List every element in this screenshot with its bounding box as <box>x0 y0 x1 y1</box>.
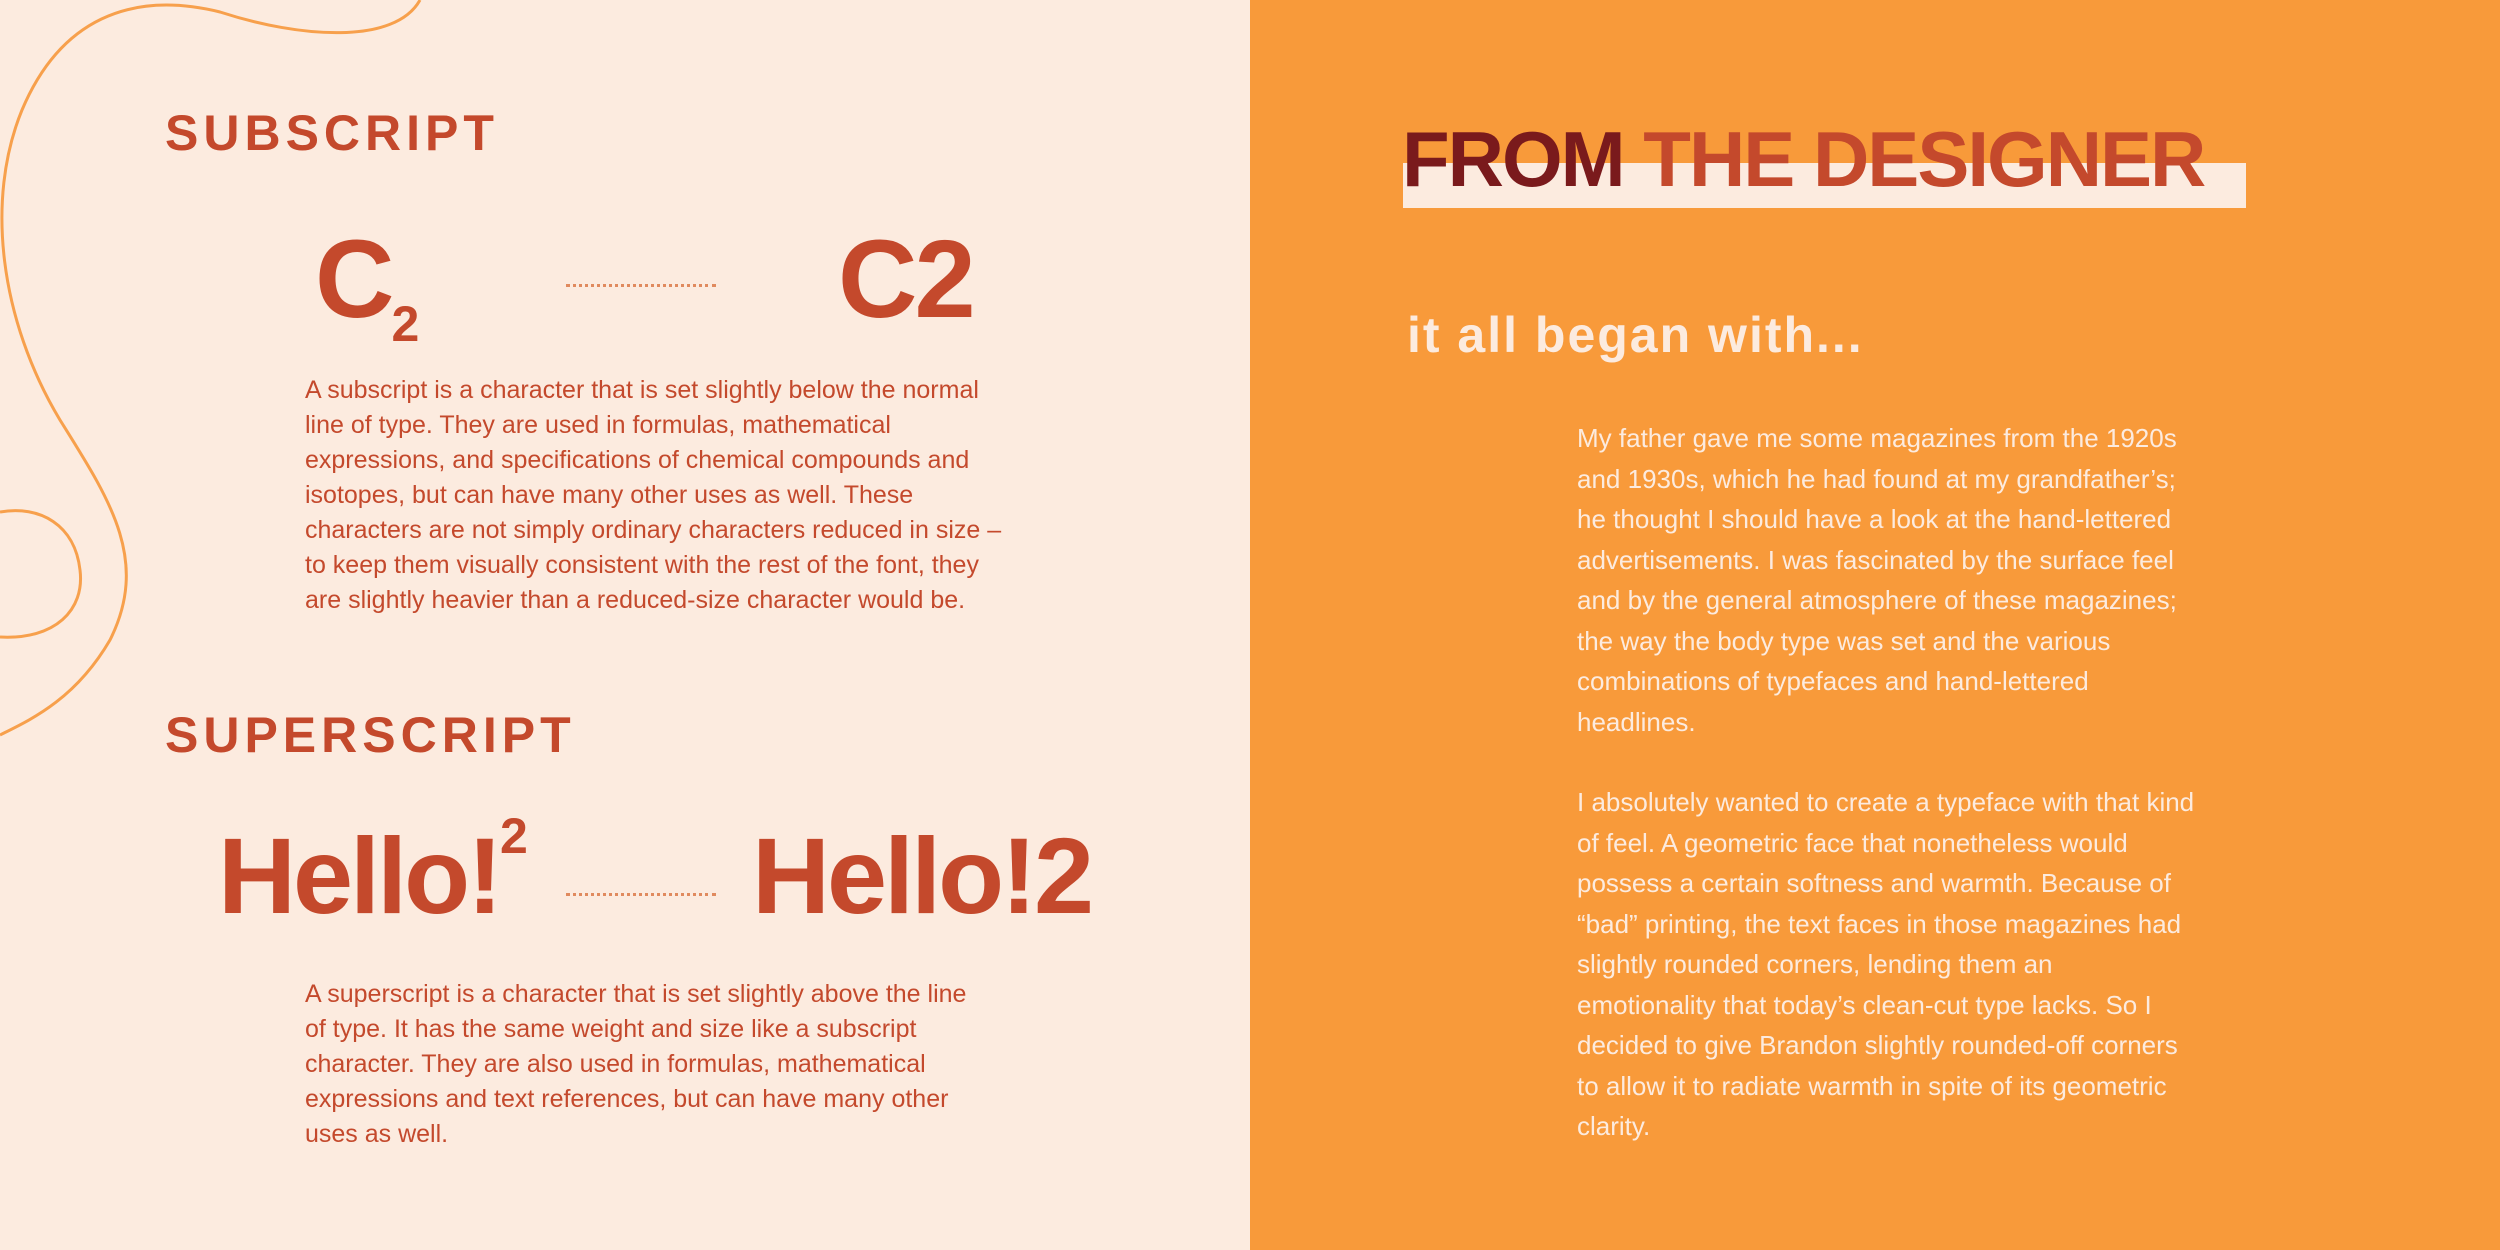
superscript-heading: SUPERSCRIPT <box>165 707 576 763</box>
subscript-example <box>315 218 420 352</box>
subscript-dotted-connector <box>566 284 716 287</box>
right-page <box>1250 0 2500 1250</box>
superscript-example <box>218 808 528 936</box>
story-paragraph-2: I absolutely wanted to create a typeface with that kind of feel. A geometric face that nonetheless would possess a certain softness and warmth. Because of “bad” printing, the text faces in those magazines had slightly rounded corners, lending them an emotionality that today’s clean-cut type lacks. So I decided to give Brandon slightly rounded-off corners to allow it to radiate warmth in spite of its geometric clarity. <box>1577 787 2195 1141</box>
designer-title-the-designer: THE DESIGNER <box>1643 115 2205 203</box>
subscript-example-mark: 2 <box>391 296 420 352</box>
subscript-example-base: C <box>315 218 392 341</box>
subscript-description: A subscript is a character that is set slightly below the normal line of type. They are used in formulas, mathematical expressions, and specifications of chemical compounds and isotopes, but can have many other uses as well. These characters are not simply ordinary characters reduced in size – to keep them visually consistent with the rest of the font, they are slightly heavier than a reduced-size character would be. <box>305 376 1002 614</box>
lead-line: it all began with... <box>1407 307 1864 363</box>
designer-title <box>1402 115 2205 203</box>
designer-title-from: FROM <box>1402 115 1644 203</box>
subscript-plain-example: C2 <box>838 218 973 341</box>
superscript-description: A superscript is a character that is set slightly above the line of type. It has the same weight and size like a subscript character. They are also used in formulas, mathematical expressions and text references, but can have many other uses as well. <box>305 980 967 1148</box>
superscript-dotted-connector <box>566 893 716 896</box>
superscript-example-base: Hello! <box>218 815 501 936</box>
story-paragraph-1: My father gave me some magazines from the 1920s and 1930s, which he had found at my grandfather’s; he thought I should have a look at the hand-lettered advertisements. I was fascinated by the surface feel and by the general atmosphere of these magazines; the way the body type was set and the various combinations of typefaces and hand-lettered headlines. <box>1577 423 2177 737</box>
subscript-heading: SUBSCRIPT <box>165 105 499 161</box>
superscript-example-mark: 2 <box>500 808 528 864</box>
superscript-plain-example: Hello!2 <box>752 815 1092 936</box>
